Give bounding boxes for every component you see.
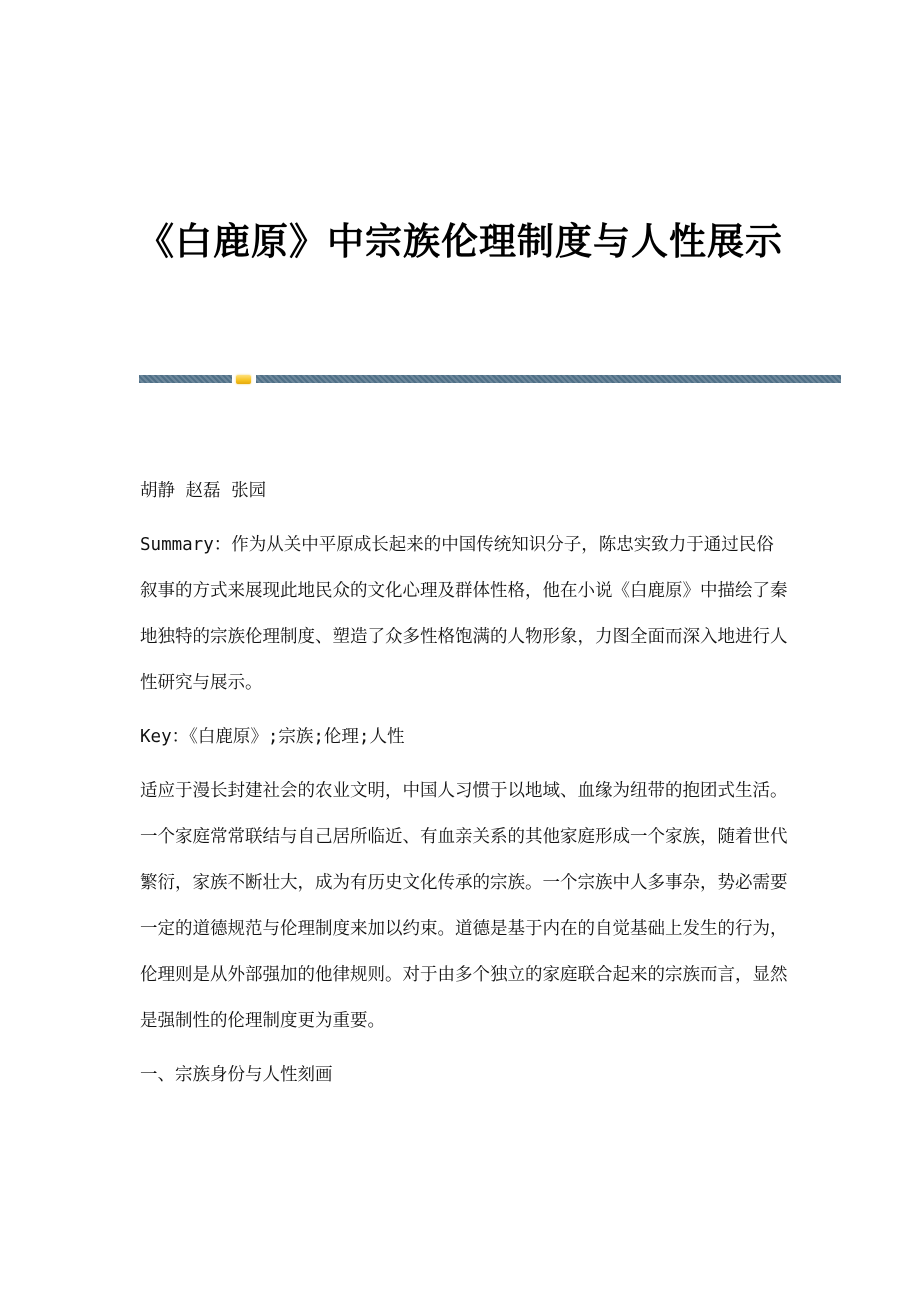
summary-paragraph: Summary：作为从关中平原成长起来的中国传统知识分子，陈忠实致力于通过民俗叙事的方式来展现此地民众的文化心理及群体性格，他在小说《白鹿原》中描绘了秦地独特的宗族伦理制度、塑造了众多性格饱满的人物形象，力图全面而深入地进行人性研究与展示。 <box>140 535 788 693</box>
divider-bar-left <box>139 375 232 383</box>
document-body <box>140 468 790 1106</box>
keywords-line: Key：《白鹿原》;宗族;伦理;人性 <box>140 727 405 747</box>
authors-line: 胡静 赵磊 张园 <box>140 481 267 501</box>
body-paragraph: 适应于漫长封建社会的农业文明，中国人习惯于以地域、血缘为纽带的抱团式生活。一个家庭常常联结与自己居所临近、有血亲关系的其他家庭形成一个家族，随着世代繁衍，家族不断壮大，成为有历史文化传承的宗族。一个宗族中人多事杂，势必需要一定的道德规范与伦理制度来加以约束。道德是基于内在的自觉基础上发生的行为，伦理则是从外部强加的他律规则。对于由多个独立的家庭联合起来的宗族而言，显然是强制性的伦理制度更为重要。 <box>140 781 788 1031</box>
divider-bar-right <box>256 375 841 383</box>
section-heading: 一、宗族身份与人性刻画 <box>140 1065 333 1085</box>
decorative-divider <box>139 375 841 384</box>
document-title: 《白鹿原》中宗族伦理制度与人性展示 <box>137 220 783 263</box>
divider-gem-icon <box>236 375 251 384</box>
